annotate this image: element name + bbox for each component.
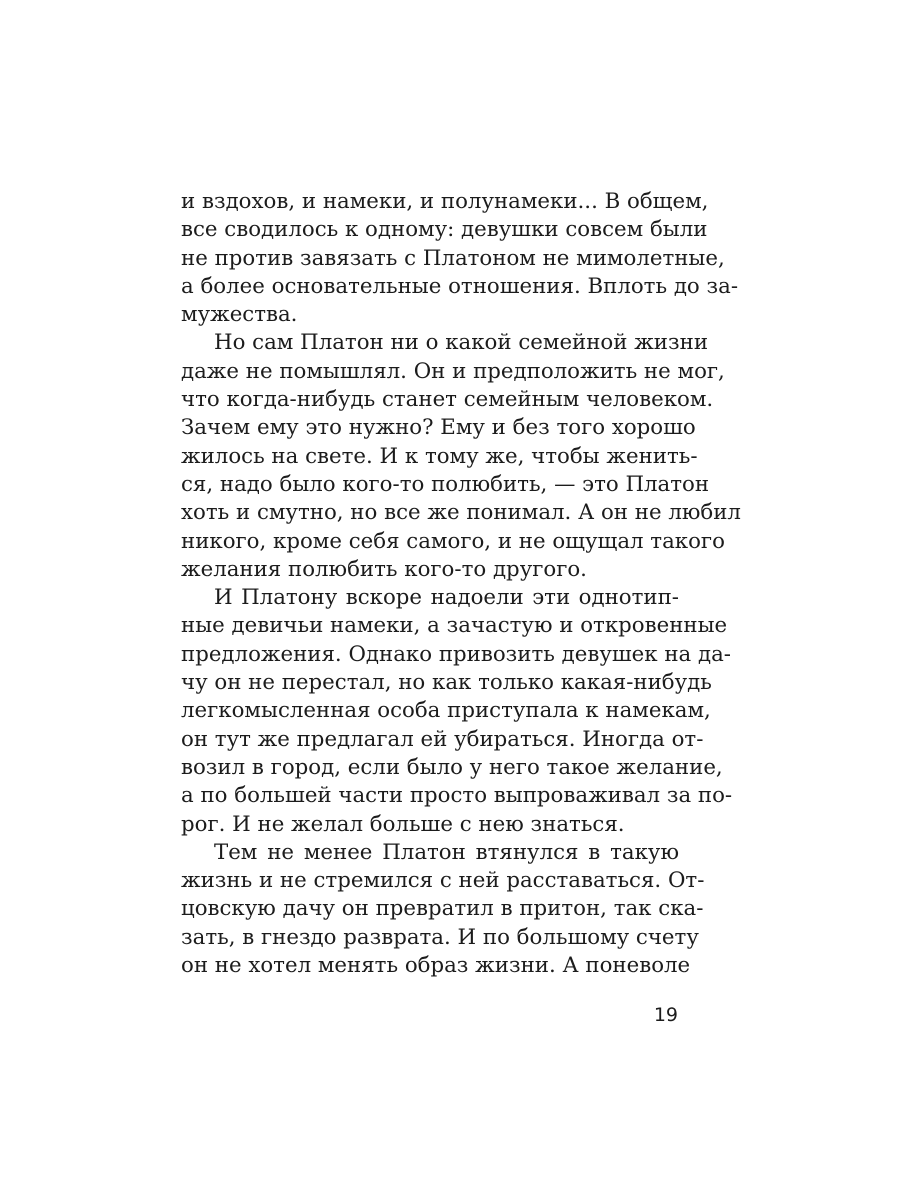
text-line: легкомысленная особа приступала к намекам, bbox=[181, 698, 711, 724]
text-line: ные девичьи намеки, а зачастую и откровенные bbox=[181, 613, 728, 639]
text-line: предложения. Однако привозить девушек на да- bbox=[181, 641, 731, 667]
text-line: жилось на свете. И к тому же, чтобы женить- bbox=[181, 443, 698, 469]
text-line: мужества. bbox=[181, 302, 298, 328]
text-line: хоть и смутно, но все же понимал. А он не любил bbox=[181, 500, 741, 526]
text-line: и вздохов, и намеки, и полунамеки... В общем, bbox=[181, 189, 709, 214]
text-line: жизнь и не стремился с ней расставаться. От- bbox=[181, 868, 705, 894]
text-line: он не хотел менять образ жизни. А поневоле bbox=[181, 953, 691, 979]
text-line: даже не помышлял. Он и предположить не мог, bbox=[181, 358, 725, 384]
body-text bbox=[181, 188, 741, 980]
text-line: цовскую дачу он превратил в притон, так ска- bbox=[181, 896, 704, 922]
text-line: возил в город, если было у него такое желание, bbox=[181, 754, 723, 780]
paragraph-first-line: Но сам Платон ни о какой семейной жизни bbox=[214, 330, 709, 356]
text-line: желания полюбить кого-то другого. bbox=[181, 556, 587, 582]
paragraph-first-line: Тем не менее Платон втянулся в такую bbox=[214, 839, 679, 865]
text-line: что когда-нибудь станет семейным человеком. bbox=[181, 387, 714, 413]
text-line: все сводилось к одному: девушки совсем были bbox=[181, 217, 708, 243]
page-number: 19 bbox=[653, 1004, 678, 1026]
text-line: а по большей части просто выпроваживал за по- bbox=[181, 783, 733, 809]
text-line: он тут же предлагал ей убираться. Иногда от- bbox=[181, 726, 704, 752]
text-line: не против завязать с Платоном не мимолетные, bbox=[181, 245, 725, 271]
text-line: никого, кроме себя самого, и не ощущал такого bbox=[181, 528, 725, 554]
text-line: Зачем ему это нужно? Ему и без того хорошо bbox=[181, 415, 696, 441]
text-line: чу он не перестал, но как только какая-нибудь bbox=[181, 670, 712, 696]
text-line: рог. И не желал больше с нею знаться. bbox=[181, 811, 625, 837]
text-line: а более основательные отношения. Вплоть до за- bbox=[181, 273, 739, 299]
text-line: ся, надо было кого-то полюбить, — это Платон bbox=[181, 471, 710, 497]
paragraph-first-line: И Платону вскоре надоели эти однотип- bbox=[214, 585, 679, 611]
text-line: зать, в гнездо разврата. И по большому счету bbox=[181, 924, 699, 950]
